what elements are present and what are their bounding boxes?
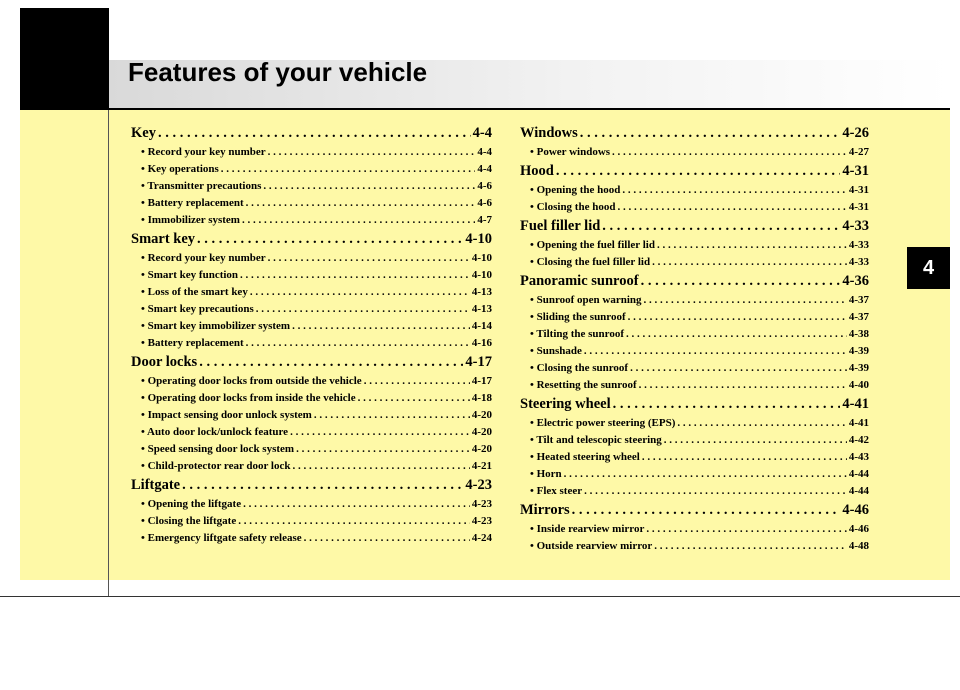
item-label: • Outside rearview mirror xyxy=(530,540,653,552)
item-page: 4-13 xyxy=(471,303,492,315)
dot-leader xyxy=(630,360,847,377)
item-page: 4-31 xyxy=(848,184,869,196)
dot-leader xyxy=(642,449,847,466)
item-label: • Power windows xyxy=(530,146,611,158)
dot-leader xyxy=(580,123,841,144)
item-label: • Closing the fuel filler lid xyxy=(530,256,651,268)
dot-leader xyxy=(221,161,476,178)
item-page: 4-21 xyxy=(471,460,492,472)
item-label: • Record your key number xyxy=(141,252,266,264)
section-page: 4-36 xyxy=(842,273,869,289)
item-label: • Opening the hood xyxy=(530,184,621,196)
dot-leader xyxy=(250,284,470,301)
item-label: • Resetting the sunroof xyxy=(530,379,637,391)
section-title: Key xyxy=(131,125,156,141)
item-label: • Closing the hood xyxy=(530,201,616,213)
dot-leader xyxy=(256,301,470,318)
dot-leader xyxy=(556,161,841,182)
item-label: • Opening the liftgate xyxy=(141,498,242,510)
dot-leader xyxy=(238,513,470,530)
section-page: 4-41 xyxy=(842,396,869,412)
dot-leader xyxy=(622,182,846,199)
dot-leader xyxy=(290,424,470,441)
dot-leader xyxy=(292,318,470,335)
item-label: • Auto door lock/unlock feature xyxy=(141,426,289,438)
toc-item[interactable] xyxy=(131,530,492,547)
section-page: 4-4 xyxy=(472,125,492,141)
section-title: Liftgate xyxy=(131,477,181,493)
section-title: Smart key xyxy=(131,231,196,247)
item-page: 4-20 xyxy=(471,426,492,438)
toc-item[interactable] xyxy=(520,415,869,432)
toc-item[interactable] xyxy=(520,326,869,343)
item-page: 4-46 xyxy=(848,523,869,535)
toc-item[interactable] xyxy=(131,335,492,352)
item-label: • Operating door locks from outside the vehicle xyxy=(141,375,362,387)
section-page: 4-10 xyxy=(465,231,492,247)
item-label: • Closing the sunroof xyxy=(530,362,629,374)
item-label: • Loss of the smart key xyxy=(141,286,248,298)
toc-item[interactable] xyxy=(520,538,869,555)
item-label: • Sunroof open warning xyxy=(530,294,642,306)
dot-leader xyxy=(677,415,846,432)
item-label: • Child-protector rear door lock xyxy=(141,460,291,472)
dot-leader xyxy=(654,538,847,555)
dot-leader xyxy=(158,123,471,144)
dot-leader xyxy=(364,373,470,390)
item-label: • Speed sensing door lock system xyxy=(141,443,295,455)
toc-item[interactable] xyxy=(131,318,492,335)
item-page: 4-48 xyxy=(848,540,869,552)
dot-leader xyxy=(197,229,463,250)
toc-section[interactable] xyxy=(131,229,492,250)
toc-item[interactable] xyxy=(131,161,492,178)
toc-item[interactable] xyxy=(131,284,492,301)
item-label: • Emergency liftgate safety release xyxy=(141,532,302,544)
item-page: 4-13 xyxy=(471,286,492,298)
dot-leader xyxy=(652,254,847,271)
item-page: 4-38 xyxy=(848,328,869,340)
toc-item[interactable] xyxy=(520,199,869,216)
toc-item[interactable] xyxy=(131,212,492,229)
item-label: • Sunshade xyxy=(530,345,582,357)
item-label: • Battery replacement xyxy=(141,197,244,209)
item-label: • Electric power steering (EPS) xyxy=(530,417,676,429)
item-label: • Opening the fuel filler lid xyxy=(530,239,655,251)
toc-item[interactable] xyxy=(520,237,869,254)
section-page: 4-31 xyxy=(842,163,869,179)
item-page: 4-44 xyxy=(848,485,869,497)
item-page: 4-33 xyxy=(848,256,869,268)
item-page: 4-7 xyxy=(477,214,492,226)
dot-leader xyxy=(572,500,841,521)
item-page: 4-4 xyxy=(477,163,492,175)
item-label: • Battery replacement xyxy=(141,337,244,349)
item-label: • Operating door locks from inside the vehicle xyxy=(141,392,356,404)
item-label: • Smart key function xyxy=(141,269,239,281)
toc-item[interactable] xyxy=(131,496,492,513)
dot-leader xyxy=(314,407,470,424)
dot-leader xyxy=(584,343,847,360)
toc-item[interactable] xyxy=(131,513,492,530)
dot-leader xyxy=(199,352,463,373)
item-page: 4-20 xyxy=(471,409,492,421)
item-label: • Tilting the sunroof xyxy=(530,328,625,340)
toc-item[interactable] xyxy=(131,441,492,458)
item-page: 4-43 xyxy=(848,451,869,463)
item-label: • Key operations xyxy=(141,163,219,175)
dot-leader xyxy=(246,335,470,352)
dot-leader xyxy=(242,212,475,229)
item-label: • Transmitter precautions xyxy=(141,180,262,192)
toc-item[interactable] xyxy=(131,250,492,267)
item-label: • Record your key number xyxy=(141,146,266,158)
toc-item[interactable] xyxy=(131,390,492,407)
item-page: 4-41 xyxy=(848,417,869,429)
toc-item[interactable] xyxy=(520,466,869,483)
toc-section[interactable] xyxy=(520,271,869,292)
item-label: • Immobilizer system xyxy=(141,214,240,226)
item-label: • Inside rearview mirror xyxy=(530,523,645,535)
dot-leader xyxy=(664,432,847,449)
dot-leader xyxy=(243,496,470,513)
item-page: 4-17 xyxy=(471,375,492,387)
dot-leader xyxy=(613,394,841,415)
toc-section[interactable] xyxy=(520,216,869,237)
toc-item[interactable] xyxy=(520,377,869,394)
toc-item[interactable] xyxy=(520,483,869,500)
toc-item[interactable] xyxy=(131,407,492,424)
dot-leader xyxy=(626,326,847,343)
item-label: • Tilt and telescopic steering xyxy=(530,434,662,446)
item-label: • Smart key immobilizer system xyxy=(141,320,291,332)
toc-item[interactable] xyxy=(131,373,492,390)
item-page: 4-27 xyxy=(848,146,869,158)
dot-leader xyxy=(612,144,847,161)
item-page: 4-42 xyxy=(848,434,869,446)
section-title: Hood xyxy=(520,163,554,179)
toc-item[interactable] xyxy=(520,254,869,271)
item-label: • Closing the liftgate xyxy=(141,515,237,527)
toc-item[interactable] xyxy=(520,521,869,538)
dot-leader xyxy=(584,483,847,500)
toc-item[interactable] xyxy=(131,195,492,212)
section-title: Fuel filler lid xyxy=(520,218,601,234)
toc-item[interactable] xyxy=(520,144,869,161)
item-label: • Flex steer xyxy=(530,485,583,497)
section-title: Mirrors xyxy=(520,502,570,518)
item-page: 4-10 xyxy=(471,269,492,281)
toc-item[interactable] xyxy=(131,458,492,475)
dot-leader xyxy=(617,199,846,216)
corner-block xyxy=(20,8,109,109)
toc-section[interactable] xyxy=(520,394,869,415)
item-label: • Heated steering wheel xyxy=(530,451,640,463)
toc-section[interactable] xyxy=(131,123,492,144)
toc-item[interactable] xyxy=(520,292,869,309)
toc-item[interactable] xyxy=(520,309,869,326)
section-page: 4-46 xyxy=(842,502,869,518)
section-title: Steering wheel xyxy=(520,396,611,412)
toc-item[interactable] xyxy=(131,267,492,284)
item-page: 4-40 xyxy=(848,379,869,391)
section-page: 4-33 xyxy=(842,218,869,234)
toc-section[interactable] xyxy=(131,475,492,496)
dot-leader xyxy=(628,309,847,326)
item-page: 4-18 xyxy=(471,392,492,404)
item-page: 4-31 xyxy=(848,201,869,213)
toc-section[interactable] xyxy=(520,161,869,182)
toc-section[interactable] xyxy=(520,123,869,144)
section-page: 4-17 xyxy=(465,354,492,370)
dot-leader xyxy=(602,216,840,237)
item-page: 4-16 xyxy=(471,337,492,349)
dot-leader xyxy=(293,458,470,475)
item-page: 4-23 xyxy=(471,498,492,510)
item-page: 4-37 xyxy=(848,294,869,306)
dot-leader xyxy=(268,250,470,267)
item-page: 4-6 xyxy=(477,180,492,192)
item-page: 4-23 xyxy=(471,515,492,527)
item-page: 4-14 xyxy=(471,320,492,332)
margin-line xyxy=(108,110,109,596)
item-label: • Horn xyxy=(530,468,562,480)
dot-leader xyxy=(268,144,476,161)
section-page: 4-26 xyxy=(842,125,869,141)
section-title: Windows xyxy=(520,125,578,141)
item-label: • Impact sensing door unlock system xyxy=(141,409,312,421)
item-page: 4-39 xyxy=(848,362,869,374)
dot-leader xyxy=(639,377,847,394)
dot-leader xyxy=(246,195,476,212)
toc-right-column xyxy=(520,123,869,555)
page-title: Features of your vehicle xyxy=(128,57,428,87)
item-page: 4-10 xyxy=(471,252,492,264)
item-page: 4-4 xyxy=(477,146,492,158)
item-page: 4-39 xyxy=(848,345,869,357)
toc-section[interactable] xyxy=(131,352,492,373)
toc-item[interactable] xyxy=(520,449,869,466)
dot-leader xyxy=(296,441,470,458)
toc-item[interactable] xyxy=(131,424,492,441)
item-page: 4-33 xyxy=(848,239,869,251)
item-page: 4-20 xyxy=(471,443,492,455)
dot-leader xyxy=(641,271,841,292)
dot-leader xyxy=(182,475,463,496)
item-page: 4-37 xyxy=(848,311,869,323)
toc-section[interactable] xyxy=(520,500,869,521)
toc-item[interactable] xyxy=(520,432,869,449)
toc-left-column xyxy=(131,123,492,547)
dot-leader xyxy=(304,530,470,547)
item-page: 4-24 xyxy=(471,532,492,544)
toc-item[interactable] xyxy=(520,343,869,360)
section-title: Panoramic sunroof xyxy=(520,273,639,289)
section-page: 4-23 xyxy=(465,477,492,493)
chapter-tab[interactable]: 4 xyxy=(907,247,950,289)
dot-leader xyxy=(240,267,470,284)
dot-leader xyxy=(263,178,475,195)
dot-leader xyxy=(657,237,847,254)
dot-leader xyxy=(644,292,847,309)
section-title: Door locks xyxy=(131,354,198,370)
item-label: • Sliding the sunroof xyxy=(530,311,626,323)
toc-item[interactable] xyxy=(520,182,869,199)
toc-item[interactable] xyxy=(131,178,492,195)
dot-leader xyxy=(564,466,847,483)
toc-item[interactable] xyxy=(131,301,492,318)
item-label: • Smart key precautions xyxy=(141,303,254,315)
item-page: 4-44 xyxy=(848,468,869,480)
toc-item[interactable] xyxy=(520,360,869,377)
dot-leader xyxy=(358,390,470,407)
dot-leader xyxy=(646,521,846,538)
item-page: 4-6 xyxy=(477,197,492,209)
footer-rule xyxy=(0,596,960,597)
toc-item[interactable] xyxy=(131,144,492,161)
